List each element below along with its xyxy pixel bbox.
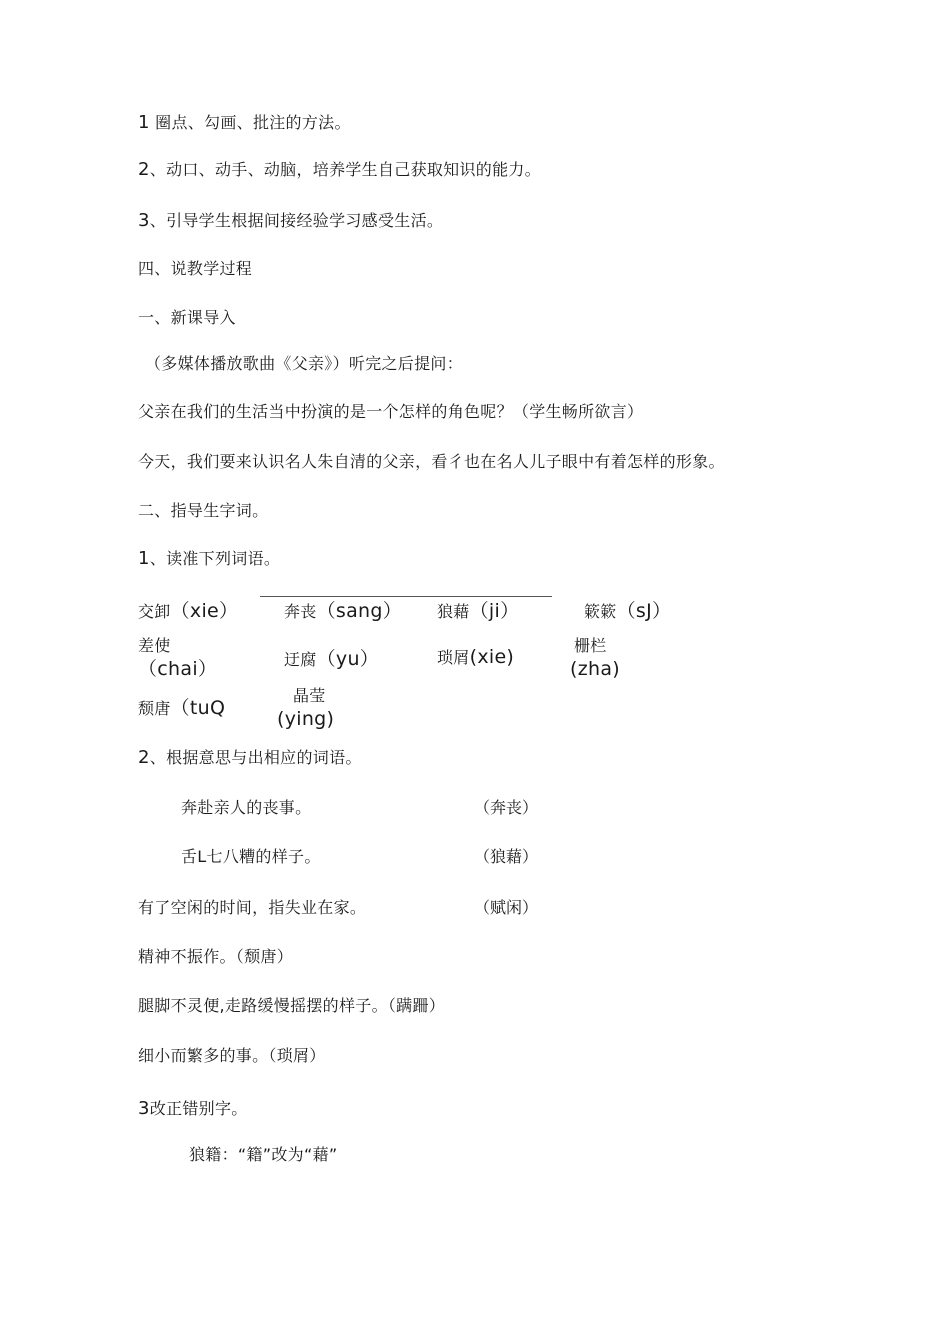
vocab-word: 簌簌: [584, 602, 617, 621]
vocab-pinyin: （yu）: [316, 648, 380, 670]
meaning-4: 精神不振作。（颓唐）: [138, 947, 294, 966]
objective-1: [138, 112, 351, 134]
part-two-heading: 二、指导生字词。: [138, 501, 269, 520]
vocab-word: 狼藉: [437, 602, 470, 621]
intro-line-2: 父亲在我们的生活当中扮演的是一个怎样的角色呢？（学生畅所欲言）: [138, 402, 644, 421]
step-1-text: 、读准下列词语。: [149, 549, 281, 568]
intro-line-3: 今天，我们要来认识名人朱自清的父亲，看彳也在名人儿子眼中有着怎样的形象。: [138, 452, 725, 471]
step-3-text: 改正错别字。: [149, 1099, 248, 1118]
vocab-word: 奔丧: [284, 602, 317, 621]
objective-3-text: 、引导学生根据间接经验学习感受生活。: [149, 211, 444, 230]
objective-2-number: 2: [138, 159, 150, 180]
vocab-word: 晶莹: [293, 686, 326, 705]
vocab-word: 琐屑: [437, 648, 470, 667]
vocab-word: 迂腐: [284, 650, 317, 669]
objective-1-number: 1: [138, 112, 150, 133]
vocab-pinyin: (ying): [277, 708, 335, 730]
vocab-item: [138, 697, 225, 720]
vocab-word: 栅栏: [574, 636, 607, 655]
vocab-pinyin: （chai）: [138, 658, 218, 680]
vocab-divider-line: [260, 596, 552, 597]
objective-3-number: 3: [138, 210, 150, 231]
vocab-item: [437, 646, 514, 669]
vocab-word: 交卸: [138, 602, 171, 621]
intro-line-1: （多媒体播放歌曲《父亲》）听完之后提问：: [145, 354, 464, 373]
step-2: [138, 747, 362, 769]
vocab-item: [284, 600, 402, 623]
meaning-3-answer: （赋闲）: [474, 898, 539, 917]
vocab-word: 颓唐: [138, 699, 171, 718]
vocab-item: [584, 600, 671, 623]
step-2-number: 2: [138, 747, 150, 768]
step-2-text: 、根据意思与出相应的词语。: [149, 748, 362, 767]
meaning-5: 腿脚不灵便,走路缓慢摇摆的样子。（蹒跚）: [138, 996, 446, 1015]
meaning-1-answer: （奔丧）: [474, 798, 539, 817]
meaning-1: 奔赴亲人的丧事。: [181, 798, 312, 817]
part-one-heading: 一、新课导入: [138, 308, 236, 327]
vocab-word: 差使: [138, 636, 171, 655]
meaning-2-answer: （狼藉）: [474, 847, 539, 866]
step-3-number: 3: [138, 1098, 150, 1119]
vocab-item: [138, 600, 238, 623]
vocab-item: [284, 648, 379, 671]
objective-2: [138, 159, 541, 181]
vocab-pinyin: （tuQ: [170, 697, 226, 719]
objective-1-text: 圈点、勾画、批注的方法。: [155, 113, 351, 132]
vocab-pinyin: （sJ）: [616, 600, 672, 622]
objective-2-text: 、动口、动手、动脑，培养学生自己获取知识的能力。: [149, 160, 541, 179]
correction-line: 狼籍：“籍”改为“藉”: [189, 1145, 338, 1164]
step-3: [138, 1098, 248, 1120]
step-1-number: 1: [138, 548, 150, 569]
vocab-pinyin: (zha): [570, 658, 620, 680]
vocab-item: [437, 600, 519, 623]
meaning-3: 有了空闲的时间，指失业在家。: [138, 898, 367, 917]
vocab-pinyin: （xie）: [170, 600, 239, 622]
vocab-pinyin: （sang）: [316, 600, 403, 622]
objective-3: [138, 210, 443, 232]
meaning-6: 细小而繁多的事。（琐屑）: [138, 1046, 326, 1065]
meaning-2: 舌L七八糟的样子。: [181, 847, 321, 866]
section-heading-four: 四、说教学过程: [138, 259, 253, 278]
vocab-pinyin: (xie): [469, 646, 515, 668]
step-1: [138, 548, 280, 570]
vocab-pinyin: （ji）: [469, 600, 520, 622]
